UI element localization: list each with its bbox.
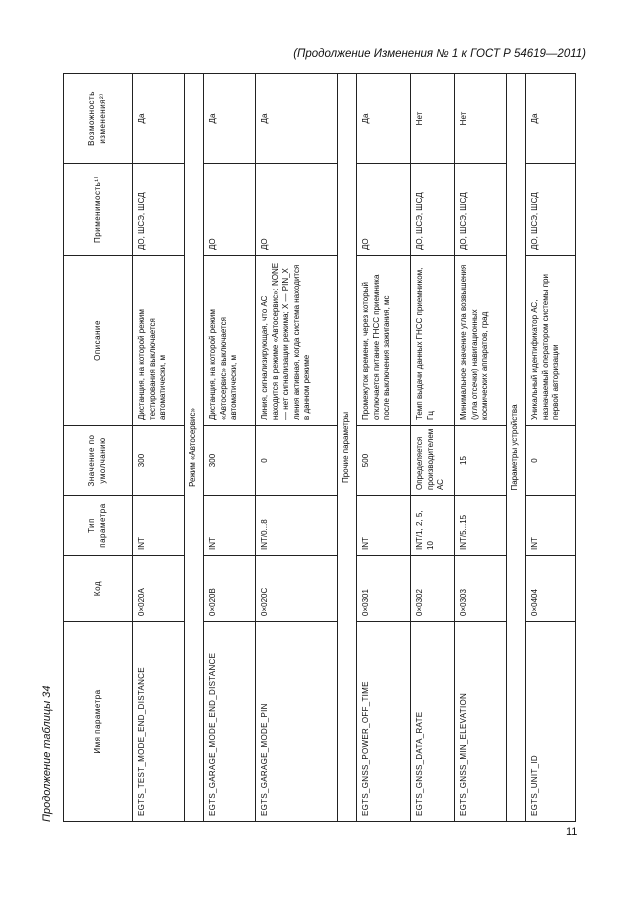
param-default: Определяется производителем АС — [411, 426, 455, 496]
param-code: 0×0303 — [455, 556, 507, 622]
param-changeable: Нет — [411, 74, 455, 164]
param-description: Линия, сигнализирующая, что АС находится в режиме «Автосервис»: NONE — нет сигнализации режима; X — PIN_X линия активная, когда система находится в данном режиме — [256, 256, 338, 426]
param-default: 500 — [357, 426, 411, 496]
page-number: 11 — [566, 826, 578, 838]
param-applicability: ДО — [204, 164, 256, 256]
rotated-table-block — [41, 74, 583, 822]
param-code: 0×0301 — [357, 556, 411, 622]
param-description: Темп выдачи данных ГНСС приемником, Гц — [411, 256, 455, 426]
table-row — [256, 74, 338, 822]
param-description: Промежуток времени, через который отключается питание ГНСС приемника после выключения зажигания, мс — [357, 256, 411, 426]
param-default: 0 — [256, 426, 338, 496]
param-type: INT — [357, 496, 411, 556]
col-header-type: Тип параметра — [64, 496, 133, 556]
section-title: Режим «Автосервис» — [185, 74, 204, 822]
table-row — [411, 74, 455, 822]
param-name: EGTS_GNSS_POWER_OFF_TIME — [357, 622, 411, 822]
param-default: 300 — [204, 426, 256, 496]
param-applicability: ДО, ШСЭ, ШСД — [133, 164, 185, 256]
param-name: EGTS_GNSS_DATA_RATE — [411, 622, 455, 822]
param-changeable: Да — [526, 74, 576, 164]
table-row — [204, 74, 256, 822]
param-applicability: ДО — [357, 164, 411, 256]
param-name: EGTS_UNIT_ID — [526, 622, 576, 822]
param-changeable: Да — [133, 74, 185, 164]
param-type: INT/0...8 — [256, 496, 338, 556]
section-row — [338, 74, 357, 822]
param-applicability: ДО, ШСЭ, ШСД — [455, 164, 507, 256]
param-type: INT — [526, 496, 576, 556]
param-code: 0×020A — [133, 556, 185, 622]
page-header: (Продолжение Изменения № 1 к ГОСТ Р 54619—2011) — [293, 48, 586, 60]
param-name: EGTS_GARAGE_MODE_PIN — [256, 622, 338, 822]
param-name: EGTS_TEST_MODE_END_DISTANCE — [133, 622, 185, 822]
param-description: Дистанция, на которой режим «Автосервис» выключается автоматически, м — [204, 256, 256, 426]
param-code: 0×020C — [256, 556, 338, 622]
section-row — [185, 74, 204, 822]
param-name: EGTS_GARAGE_MODE_END_DISTANCE — [204, 622, 256, 822]
section-title: Прочие параметры — [338, 74, 357, 822]
param-type: INT — [204, 496, 256, 556]
param-code: 0×0404 — [526, 556, 576, 622]
param-applicability: ДО, ШСЭ, ШСД — [526, 164, 576, 256]
table-row — [526, 74, 576, 822]
col-header-applicability: Применимость¹⁾ — [64, 164, 133, 256]
param-default: 300 — [133, 426, 185, 496]
section-title: Параметры устройства — [507, 74, 526, 822]
section-row — [507, 74, 526, 822]
col-header-name: Имя параметра — [64, 622, 133, 822]
col-header-description: Описание — [64, 256, 133, 426]
param-changeable: Нет — [455, 74, 507, 164]
param-description: Дистанция, на которой режим тестирования выключается автоматически, м — [133, 256, 185, 426]
col-header-changeable: Возможность изменения²⁾ — [64, 74, 133, 164]
col-header-code: Код — [64, 556, 133, 622]
param-type: INT/1, 2, 5, 10 — [411, 496, 455, 556]
parameters-table — [63, 73, 576, 822]
param-applicability: ДО, ШСЭ, ШСД — [411, 164, 455, 256]
param-description: Уникальный идентификатор АС, назначаемый оператором системы при первой авторизации — [526, 256, 576, 426]
param-code: 0×0302 — [411, 556, 455, 622]
table-caption: Продолжение таблицы 34 — [41, 685, 53, 822]
table-row — [455, 74, 507, 822]
param-type: INT — [133, 496, 185, 556]
param-changeable: Да — [357, 74, 411, 164]
table-row — [357, 74, 411, 822]
param-code: 0×020B — [204, 556, 256, 622]
param-name: EGTS_GNSS_MIN_ELEVATION — [455, 622, 507, 822]
table-row — [133, 74, 185, 822]
param-default: 0 — [526, 426, 576, 496]
table-header-row — [64, 74, 133, 822]
param-description: Минимальное значение угла возвышения (угла отсечки) навигационных космических аппаратов, град — [455, 256, 507, 426]
col-header-default: Значение по умолчанию — [64, 426, 133, 496]
param-type: INT/5...15 — [455, 496, 507, 556]
param-default: 15 — [455, 426, 507, 496]
param-applicability: ДО — [256, 164, 338, 256]
param-changeable: Да — [204, 74, 256, 164]
param-changeable: Да — [256, 74, 338, 164]
